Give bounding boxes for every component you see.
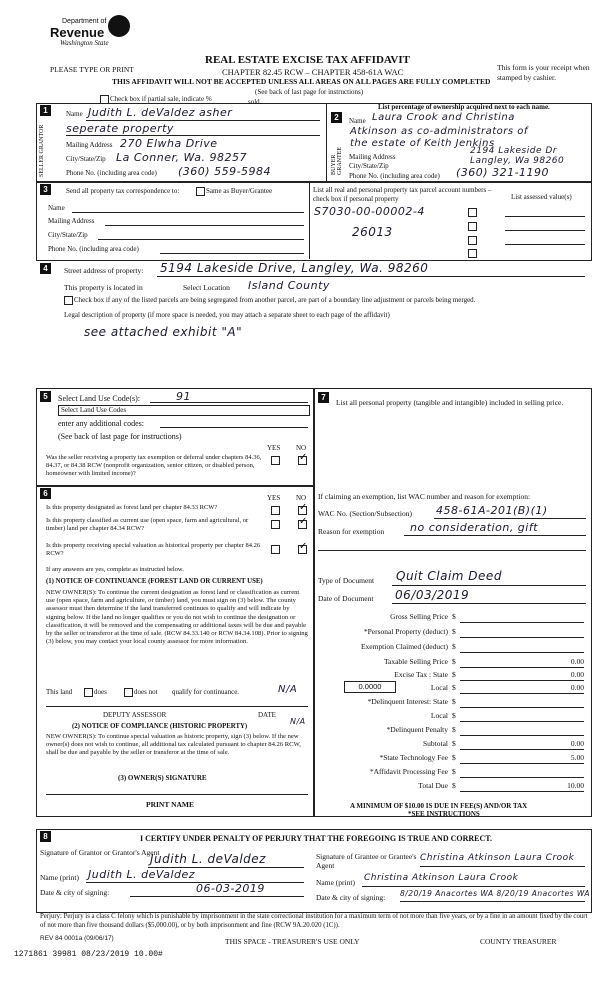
- exemption-claim-label: If claiming an exemption, list WAC number and reason for exemption:: [318, 492, 531, 501]
- buyer-mailing[interactable]: 2194 Lakeside Dr: [470, 146, 557, 156]
- land-does-not-checkbox[interactable]: [124, 688, 133, 697]
- local-value[interactable]: 0.00: [460, 683, 584, 694]
- legal-desc[interactable]: see attached exhibit "A": [84, 325, 243, 339]
- grantor-name-label: Name (print): [40, 873, 79, 882]
- buyer-phone[interactable]: (360) 321-1190: [456, 166, 550, 179]
- located-label: This property is located in: [64, 283, 143, 292]
- s3-city-label: City/State/Zip: [48, 231, 88, 239]
- section-7-number: 7: [318, 392, 329, 403]
- land-does-checkbox[interactable]: [84, 688, 93, 697]
- doc-date-line: [392, 603, 586, 604]
- section-1-number: 1: [40, 105, 51, 116]
- buyer-mailing-label: Mailing Address: [349, 153, 396, 161]
- s5-yes-header: YES: [267, 444, 281, 452]
- seller-name-2[interactable]: seperate property: [66, 122, 174, 135]
- notice1-text: NEW OWNER(S): To continue the current designation as forest land or classification as current use (open space, farm and agriculture, or timber) land, you must sign on (3) below. The county assessor must then determine if the land transferred continues to qualify and will indicate by signing below. If the land no longer qualifies or you do not wish to continue the designation or classification, it will be removed and the compensating or additional taxes will be due and payable by the seller or transferor at the time of sale. (RCW 84.33.140 or RCW 84.34.108). Prior to signing (3) below, you may contact your local county assessor for more information.: [46, 589, 308, 646]
- street-address[interactable]: 5194 Lakeside Drive, Langley, Wa. 98260: [160, 261, 429, 275]
- tax-row-value[interactable]: [460, 627, 584, 638]
- legal-desc-label: Legal description of property (if more space is needed, you may attach a separate sheet to each page of the affidavit): [64, 311, 390, 319]
- section-4-number: 4: [40, 263, 51, 274]
- buyer-city[interactable]: Langley, Wa 98260: [470, 156, 565, 166]
- s6-q2-no[interactable]: [298, 520, 307, 529]
- seller-name[interactable]: Judith L. deValdez asher: [88, 106, 233, 119]
- additional-codes-label: enter any additional codes:: [58, 419, 144, 428]
- segregated-checkbox[interactable]: [64, 296, 73, 305]
- land-does-not-label: does not: [134, 688, 158, 696]
- section-3-divider: [309, 181, 310, 259]
- form-revision: REV 84 0001a (09/06/17): [40, 935, 114, 942]
- certify-statement: I CERTIFY UNDER PENALTY OF PERJURY THAT THE FOREGOING IS TRUE AND CORRECT.: [140, 834, 493, 843]
- land-use-code[interactable]: 91: [176, 390, 191, 403]
- same-as-buyer-checkbox[interactable]: [196, 187, 205, 196]
- logo-line3: Washington State: [60, 39, 109, 47]
- parcel-2[interactable]: 26013: [352, 225, 393, 239]
- parcel-2-pp-checkbox[interactable]: [468, 222, 477, 231]
- send-correspondence-label: Send all property tax correspondence to:: [66, 187, 180, 195]
- exemption-no-checkbox[interactable]: [298, 456, 307, 465]
- tax-row-label: *Affidavit Processing Fee: [369, 767, 448, 776]
- notice2-title: (2) NOTICE OF COMPLIANCE (HISTORIC PROPERTY): [72, 723, 248, 730]
- same-as-buyer-label: Same as Buyer/Grantee: [206, 187, 273, 195]
- assessed-line-2: [505, 230, 585, 231]
- tax-row-value[interactable]: [460, 767, 584, 778]
- tax-row-value[interactable]: [460, 612, 584, 623]
- s6-q3-no[interactable]: [298, 545, 307, 554]
- s3-mailing-line: [105, 225, 304, 226]
- wac-label: WAC No. (Section/Subsection): [318, 509, 412, 518]
- tax-row-value[interactable]: [460, 725, 584, 736]
- tax-row-label: Subtotal: [422, 739, 448, 748]
- local-rate-box[interactable]: 0.0000: [344, 681, 396, 693]
- tax-row-value[interactable]: 0.00: [460, 670, 584, 681]
- if-yes-note: If any answers are yes, complete as instructed below.: [46, 566, 184, 573]
- dollar-sign: $: [452, 642, 456, 651]
- dollar-sign: $: [452, 670, 456, 679]
- s5-no-header: NO: [296, 444, 307, 452]
- buyer-side-label: BUYER GRANTEE: [331, 147, 343, 175]
- tax-row-label: Total Due: [418, 781, 448, 790]
- continuance-na[interactable]: N/A: [278, 684, 298, 695]
- dollar-sign: $: [452, 711, 456, 720]
- county[interactable]: Island County: [248, 279, 330, 292]
- land-does-label: does: [94, 688, 107, 696]
- exemption-question: Was the seller receiving a property tax exemption or deferral under chapters 84.36, 84.37, or 84.38 RCW (nonprofit organization, senior citizen, or disabled person, homeowner with limited income)?: [46, 454, 262, 477]
- notice1-title: (1) NOTICE OF CONTINUANCE (FOREST LAND OR CURRENT USE): [46, 578, 263, 585]
- parcel-header: List all real and personal property tax parcel account numbers – check box if personal property: [313, 186, 492, 203]
- doc-type[interactable]: Quit Claim Deed: [396, 569, 502, 583]
- compliance-na[interactable]: N/A: [290, 717, 306, 726]
- dollar-sign: $: [452, 781, 456, 790]
- dollar-sign: $: [452, 683, 456, 692]
- tax-row-label: Local: [430, 711, 448, 720]
- dollar-sign: $: [452, 697, 456, 706]
- parcel-1-pp-checkbox[interactable]: [468, 208, 477, 217]
- s5-see-back: (See back of last page for instructions): [58, 432, 182, 441]
- buyer-ownership-label: List percentage of ownership acquired next to each name.: [378, 103, 550, 111]
- s3-name-line: [72, 212, 304, 213]
- seller-city-label: City/State/Zip: [66, 155, 106, 163]
- see-instructions-note: *SEE INSTRUCTIONS: [408, 810, 480, 818]
- section-8-number: 8: [40, 831, 51, 842]
- doc-date[interactable]: 06/03/2019: [395, 588, 470, 602]
- partial-sale-checkbox[interactable]: [100, 95, 109, 104]
- see-back-header: (See back of last page for instructions): [255, 88, 364, 96]
- doc-date-label: Date of Document: [318, 594, 374, 603]
- select-location-label[interactable]: Select Location: [183, 283, 230, 292]
- this-land-label: This land: [46, 688, 73, 696]
- tax-row-value[interactable]: 0.00: [460, 739, 584, 750]
- grantor-printed-name[interactable]: Judith L. deValdez: [88, 868, 196, 881]
- grantee-printed-name[interactable]: Christina Atkinson Laura Crook: [364, 873, 519, 883]
- minimum-due-note: A MINIMUM OF $10.00 IS DUE IN FEE(S) AND/OR TAX: [350, 802, 528, 810]
- warning-line: THIS AFFIDAVIT WILL NOT BE ACCEPTED UNLESS ALL AREAS ON ALL PAGES ARE FULLY COMPLETED: [112, 77, 491, 86]
- reason-label: Reason for exemption: [318, 527, 385, 536]
- exemption-reason[interactable]: no consideration, gift: [410, 521, 539, 534]
- please-type: PLEASE TYPE OR PRINT: [50, 65, 134, 74]
- owner-sig-line: [46, 794, 308, 795]
- section-5-number: 5: [40, 391, 51, 402]
- dollar-sign: $: [452, 739, 456, 748]
- buyer-name-label: Name: [349, 117, 366, 125]
- tax-row-label: Gross Selling Price: [390, 612, 448, 621]
- street-address-label: Street address of property:: [64, 266, 144, 275]
- street-line: [157, 276, 585, 277]
- owner-sig-label: (3) OWNER(S) SIGNATURE: [118, 774, 207, 782]
- assessed-header: List assessed value(s): [511, 193, 572, 201]
- section-divider-1-2: [326, 103, 327, 181]
- personal-property-label: List all personal property (tangible and intangible) included in selling price.: [336, 398, 564, 407]
- grantor-date[interactable]: 06-03-2019: [196, 882, 265, 895]
- seller-mailing-label: Mailing Address: [66, 141, 113, 149]
- section-6-box: [36, 485, 315, 817]
- wac-number[interactable]: 458-61A-201(B)(1): [436, 504, 548, 517]
- seller-mailing[interactable]: 270 Elwha Drive: [120, 137, 218, 150]
- additional-codes-line: [160, 427, 308, 428]
- seller-side-label: SELLER GRANTOR: [39, 124, 45, 177]
- tax-row-value[interactable]: 5.00: [460, 753, 584, 764]
- assessed-line-3: [505, 244, 585, 245]
- seller-city[interactable]: La Conner, Wa. 98257: [116, 151, 247, 164]
- tax-row-value[interactable]: 0.00: [460, 657, 584, 668]
- reason-line: [404, 535, 586, 536]
- grantee-sig-label: Signature of Grantee or Grantee's Agent: [316, 852, 417, 870]
- tax-row-value[interactable]: [460, 697, 584, 708]
- qualify-label: qualify for continuance.: [172, 688, 240, 696]
- grantee-date[interactable]: 8/20/19 Anacortes WA 8/20/19 Anacortes WA: [400, 889, 591, 898]
- s3-phone-label: Phone No. (including area code): [48, 245, 139, 253]
- partial-sale-label: Check box if partial sale, indicate %: [110, 95, 212, 103]
- seller-name-line: [86, 120, 320, 121]
- s3-phone-line: [160, 253, 304, 254]
- dollar-sign: $: [452, 725, 456, 734]
- land-use-label: Select Land Use Code(s):: [58, 394, 140, 403]
- treasurer-space: THIS SPACE - TREASURER'S USE ONLY: [225, 937, 360, 946]
- grantor-date-label: Date & city of signing:: [40, 888, 110, 897]
- grantee-signature[interactable]: Christina Atkinson Laura Crook: [420, 853, 575, 863]
- receipt-note: This form is your receipt when stamped by cashier.: [497, 63, 590, 82]
- seller-name2-line: [66, 135, 320, 136]
- s3-mailing-label: Mailing Address: [48, 217, 95, 225]
- segregated-label: Check box if any of the listed parcels are being segregated from another parcel, are part of a boundary line adjustment or parcels being merged.: [74, 296, 476, 304]
- dor-logo: [50, 15, 130, 55]
- form-title: REAL ESTATE EXCISE TAX AFFIDAVIT: [205, 54, 410, 66]
- parcel-3-pp-checkbox[interactable]: [468, 236, 477, 245]
- buyer-name[interactable]: Laura Crook and Christina: [372, 112, 515, 123]
- sold-label: sold.: [248, 98, 262, 106]
- tax-row-value[interactable]: [460, 642, 584, 653]
- section-3-number: 3: [40, 184, 51, 195]
- grantor-signature[interactable]: Judith L. deValdez: [150, 852, 266, 866]
- s6-q3: Is this property receiving special valuation as historical property per chapter 84.26 RCW?: [46, 542, 261, 557]
- deputy-line: [46, 706, 308, 707]
- seller-phone[interactable]: (360) 559-5984: [178, 165, 272, 178]
- grantor-date-line: [130, 896, 304, 897]
- deputy-assessor-label: DEPUTY ASSESSOR: [103, 711, 167, 719]
- land-use-line: [150, 402, 308, 403]
- doc-type-label: Type of Document: [318, 576, 375, 585]
- parcel-1[interactable]: S7030-00-00002-4: [314, 205, 425, 218]
- grantor-name-line: [86, 882, 304, 883]
- local-label: Local: [430, 683, 448, 692]
- tax-row-label: *Delinquent Interest: State: [367, 697, 448, 706]
- dollar-sign: $: [452, 612, 456, 621]
- s6-q1: Is this property designated as forest land per chapter 84.33 RCW?: [46, 504, 218, 511]
- recording-stamp: 1271861 39981 08/23/2019 10.00#: [14, 950, 163, 959]
- grantee-name-label: Name (print): [316, 878, 355, 887]
- logo-icon: [108, 15, 130, 37]
- grantee-date-line: [400, 901, 585, 902]
- doc-type-line: [392, 585, 586, 586]
- wac-line: [434, 518, 586, 519]
- dollar-sign: $: [452, 753, 456, 762]
- tax-row-label: *State Technology Fee: [379, 753, 448, 762]
- s6-yes-header: YES: [267, 494, 281, 502]
- tax-row-label: Taxable Selling Price: [383, 657, 448, 666]
- s6-q2: Is this property classified as current use (open space, farm and agricultural, or timber) land per chapter 84.34 RCW?: [46, 517, 249, 532]
- assessed-line-1: [505, 216, 585, 217]
- tax-row-label: Excise Tax : State: [394, 670, 448, 679]
- s3-city-line: [98, 239, 304, 240]
- land-use-select[interactable]: Select Land Use Codes: [58, 405, 310, 416]
- parcel-4-pp-checkbox[interactable]: [468, 249, 477, 258]
- grantor-sig-label: Signature of Grantor or Grantor's Agent: [40, 848, 160, 857]
- tax-row-value[interactable]: [460, 711, 584, 722]
- county-treasurer: COUNTY TREASURER: [480, 937, 557, 946]
- dollar-sign: $: [452, 767, 456, 776]
- seller-phone-label: Phone No. (including area code): [66, 169, 157, 177]
- buyer-name-3[interactable]: the estate of Keith Jenkins: [350, 138, 495, 149]
- dollar-sign: $: [452, 657, 456, 666]
- section-2-number: 2: [331, 112, 342, 123]
- tax-row-label: Exemption Claimed (deduct): [360, 642, 448, 651]
- grantee-sig-line: [420, 866, 585, 867]
- s6-q1-yes[interactable]: [271, 506, 280, 515]
- tax-row-label: *Personal Property (deduct): [363, 627, 448, 636]
- s6-q3-yes[interactable]: [271, 545, 280, 554]
- reason-line-2: [318, 550, 586, 551]
- section-6-number: 6: [40, 488, 51, 499]
- perjury-notice: Perjury: Perjury is a class C felony which is punishable by imprisonment in the state correctional institution for a maximum term of not more than five years, or by a fine in an amount fixed by the court of not more than five thousand dollars ($5,000.00), or by both imprisonment and fine (RCW 9A.20.020 (1C)).: [40, 913, 588, 929]
- s6-q2-yes[interactable]: [271, 520, 280, 529]
- buyer-name-2[interactable]: Atkinson as co-administrators of: [350, 126, 528, 137]
- s6-q1-no[interactable]: [298, 506, 307, 515]
- total-due-value[interactable]: 10.00: [460, 781, 584, 792]
- grantee-name-line: [362, 886, 585, 887]
- tax-row-label: *Delinquent Penalty: [386, 725, 448, 734]
- logo-line1: Department of: [62, 18, 107, 25]
- buyer-phone-label: Phone No. (including area code): [349, 172, 440, 180]
- dollar-sign: $: [452, 627, 456, 636]
- buyer-city-label: City/State/Zip: [349, 162, 389, 170]
- chapter-line: CHAPTER 82.45 RCW – CHAPTER 458-61A WAC: [222, 67, 404, 77]
- grantee-date-label: Date & city of signing:: [316, 893, 386, 902]
- exemption-yes-checkbox[interactable]: [271, 456, 280, 465]
- print-name-label: PRINT NAME: [146, 800, 194, 809]
- s6-no-header: NO: [296, 494, 307, 502]
- seller-name-label: Name: [66, 110, 83, 118]
- logo-line2: Revenue: [50, 25, 105, 40]
- deputy-date-label: DATE: [258, 711, 276, 719]
- s3-name-label: Name: [48, 204, 65, 212]
- notice2-text: NEW OWNER(S): To continue special valuation as historic property, sign (3) below. If the new owner(s) does not wish to continue, all additional tax calculated pursuant to chapter 84.26 RCW, shall be due and payable by the seller or transferor at the time of sale.: [46, 733, 301, 757]
